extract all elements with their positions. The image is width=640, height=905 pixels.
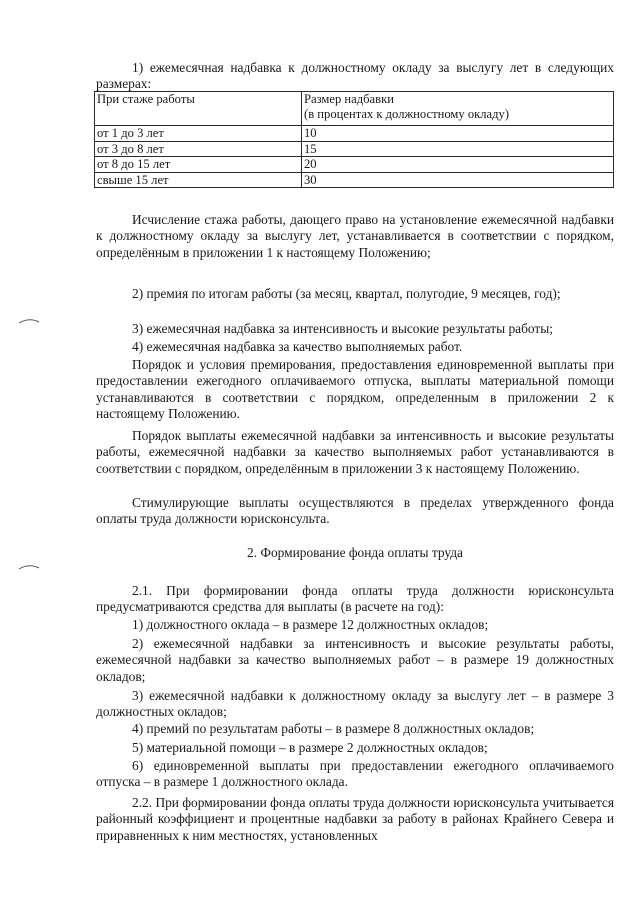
row-percent: 30 bbox=[302, 172, 614, 188]
paragraph-bonus-item-2: 2) премия по итогам работы (за месяц, квартал, полугодие, 9 месяцев, год); bbox=[132, 286, 561, 301]
list-item-5: 5) материальной помощи – в размере 2 должностных окладов; bbox=[132, 740, 488, 755]
paragraph-seniority-calculation: Исчисление стажа работы, дающего право на установление ежемесячной надбавки к должностному окладу за выслугу лет, устанавливается в соответствии с порядком, определённым в приложении 1 к настоящему Положению; bbox=[96, 212, 614, 260]
paragraph-2-1: 2.1. При формировании фонда оплаты труда должности юрисконсульта предусматриваются средства для выплаты (в расчете на год): bbox=[96, 583, 614, 615]
list-item-6: 6) единовременной выплаты при предоставлении ежегодного оплачиваемого отпуска – в размере 1 должностного оклада. bbox=[96, 758, 614, 790]
binding-hole-mark bbox=[18, 564, 40, 570]
row-percent: 15 bbox=[302, 141, 614, 157]
paragraph-allowance-procedure: Порядок выплаты ежемесячной надбавки за интенсивность и высокие результаты работы, ежемесячной надбавки за качество выполняемых работ устанавливаются в соответствии с порядком, определённым в приложении 3 к настоящему Положению. bbox=[96, 428, 614, 476]
row-period: свыше 15 лет bbox=[95, 172, 302, 188]
table-row bbox=[95, 141, 614, 157]
paragraph-bonus-item-3: 3) ежемесячная надбавка за интенсивность и высокие результаты работы; bbox=[132, 321, 553, 336]
seniority-bonus-table bbox=[94, 91, 614, 188]
table-row bbox=[95, 172, 614, 188]
paragraph-2-2: 2.2. При формировании фонда оплаты труда должности юрисконсульта учитывается районный коэффициент и процентные надбавки за работу в районах Крайнего Севера и приравненных к ним местностях, установленных bbox=[96, 795, 614, 843]
row-period: от 1 до 3 лет bbox=[95, 126, 302, 142]
table-row bbox=[95, 157, 614, 173]
table-row bbox=[95, 126, 614, 142]
header-bonus-note: (в процентах к должностному окладу) bbox=[304, 106, 510, 121]
paragraph-bonus-item-4: 4) ежемесячная надбавка за качество выполняемых работ. bbox=[132, 339, 463, 354]
header-experience: При стаже работы bbox=[95, 92, 302, 126]
list-item-4: 4) премий по результатам работы – в размере 8 должностных окладов; bbox=[132, 721, 535, 736]
paragraph-premium-procedure: Порядок и условия премирования, предоставления единовременной выплаты при предоставлении ежегодного оплачиваемого отпуска, выплаты материальной помощи устанавливаются в соответствии с порядком, определенным в приложении 2 к настоящему Положению. bbox=[96, 357, 614, 421]
header-bonus-title: Размер надбавки bbox=[304, 92, 394, 106]
intro-paragraph: 1) ежемесячная надбавка к должностному окладу за выслугу лет в следующих размерах: bbox=[96, 60, 614, 92]
row-percent: 10 bbox=[302, 126, 614, 142]
section-2-heading: 2. Формирование фонда оплаты труда bbox=[246, 545, 464, 560]
paragraph-incentive-limits: Стимулирующие выплаты осуществляются в пределах утвержденного фонда оплаты труда должности юрисконсульта. bbox=[96, 495, 614, 527]
binding-hole-mark bbox=[18, 318, 40, 324]
list-item-1: 1) должностного оклада – в размере 12 должностных окладов; bbox=[132, 617, 489, 632]
table-header-row bbox=[95, 92, 614, 126]
list-item-3: 3) ежемесячной надбавки к должностному окладу за выслугу лет – в размере 3 должностных окладов; bbox=[96, 688, 614, 720]
row-period: от 8 до 15 лет bbox=[95, 157, 302, 173]
header-bonus-size bbox=[302, 92, 614, 126]
row-period: от 3 до 8 лет bbox=[95, 141, 302, 157]
list-item-2: 2) ежемесячной надбавки за интенсивность и высокие результаты работы, ежемесячной надбавки за качество выполняемых работ – в размере 19 должностных окладов; bbox=[96, 636, 614, 684]
row-percent: 20 bbox=[302, 157, 614, 173]
